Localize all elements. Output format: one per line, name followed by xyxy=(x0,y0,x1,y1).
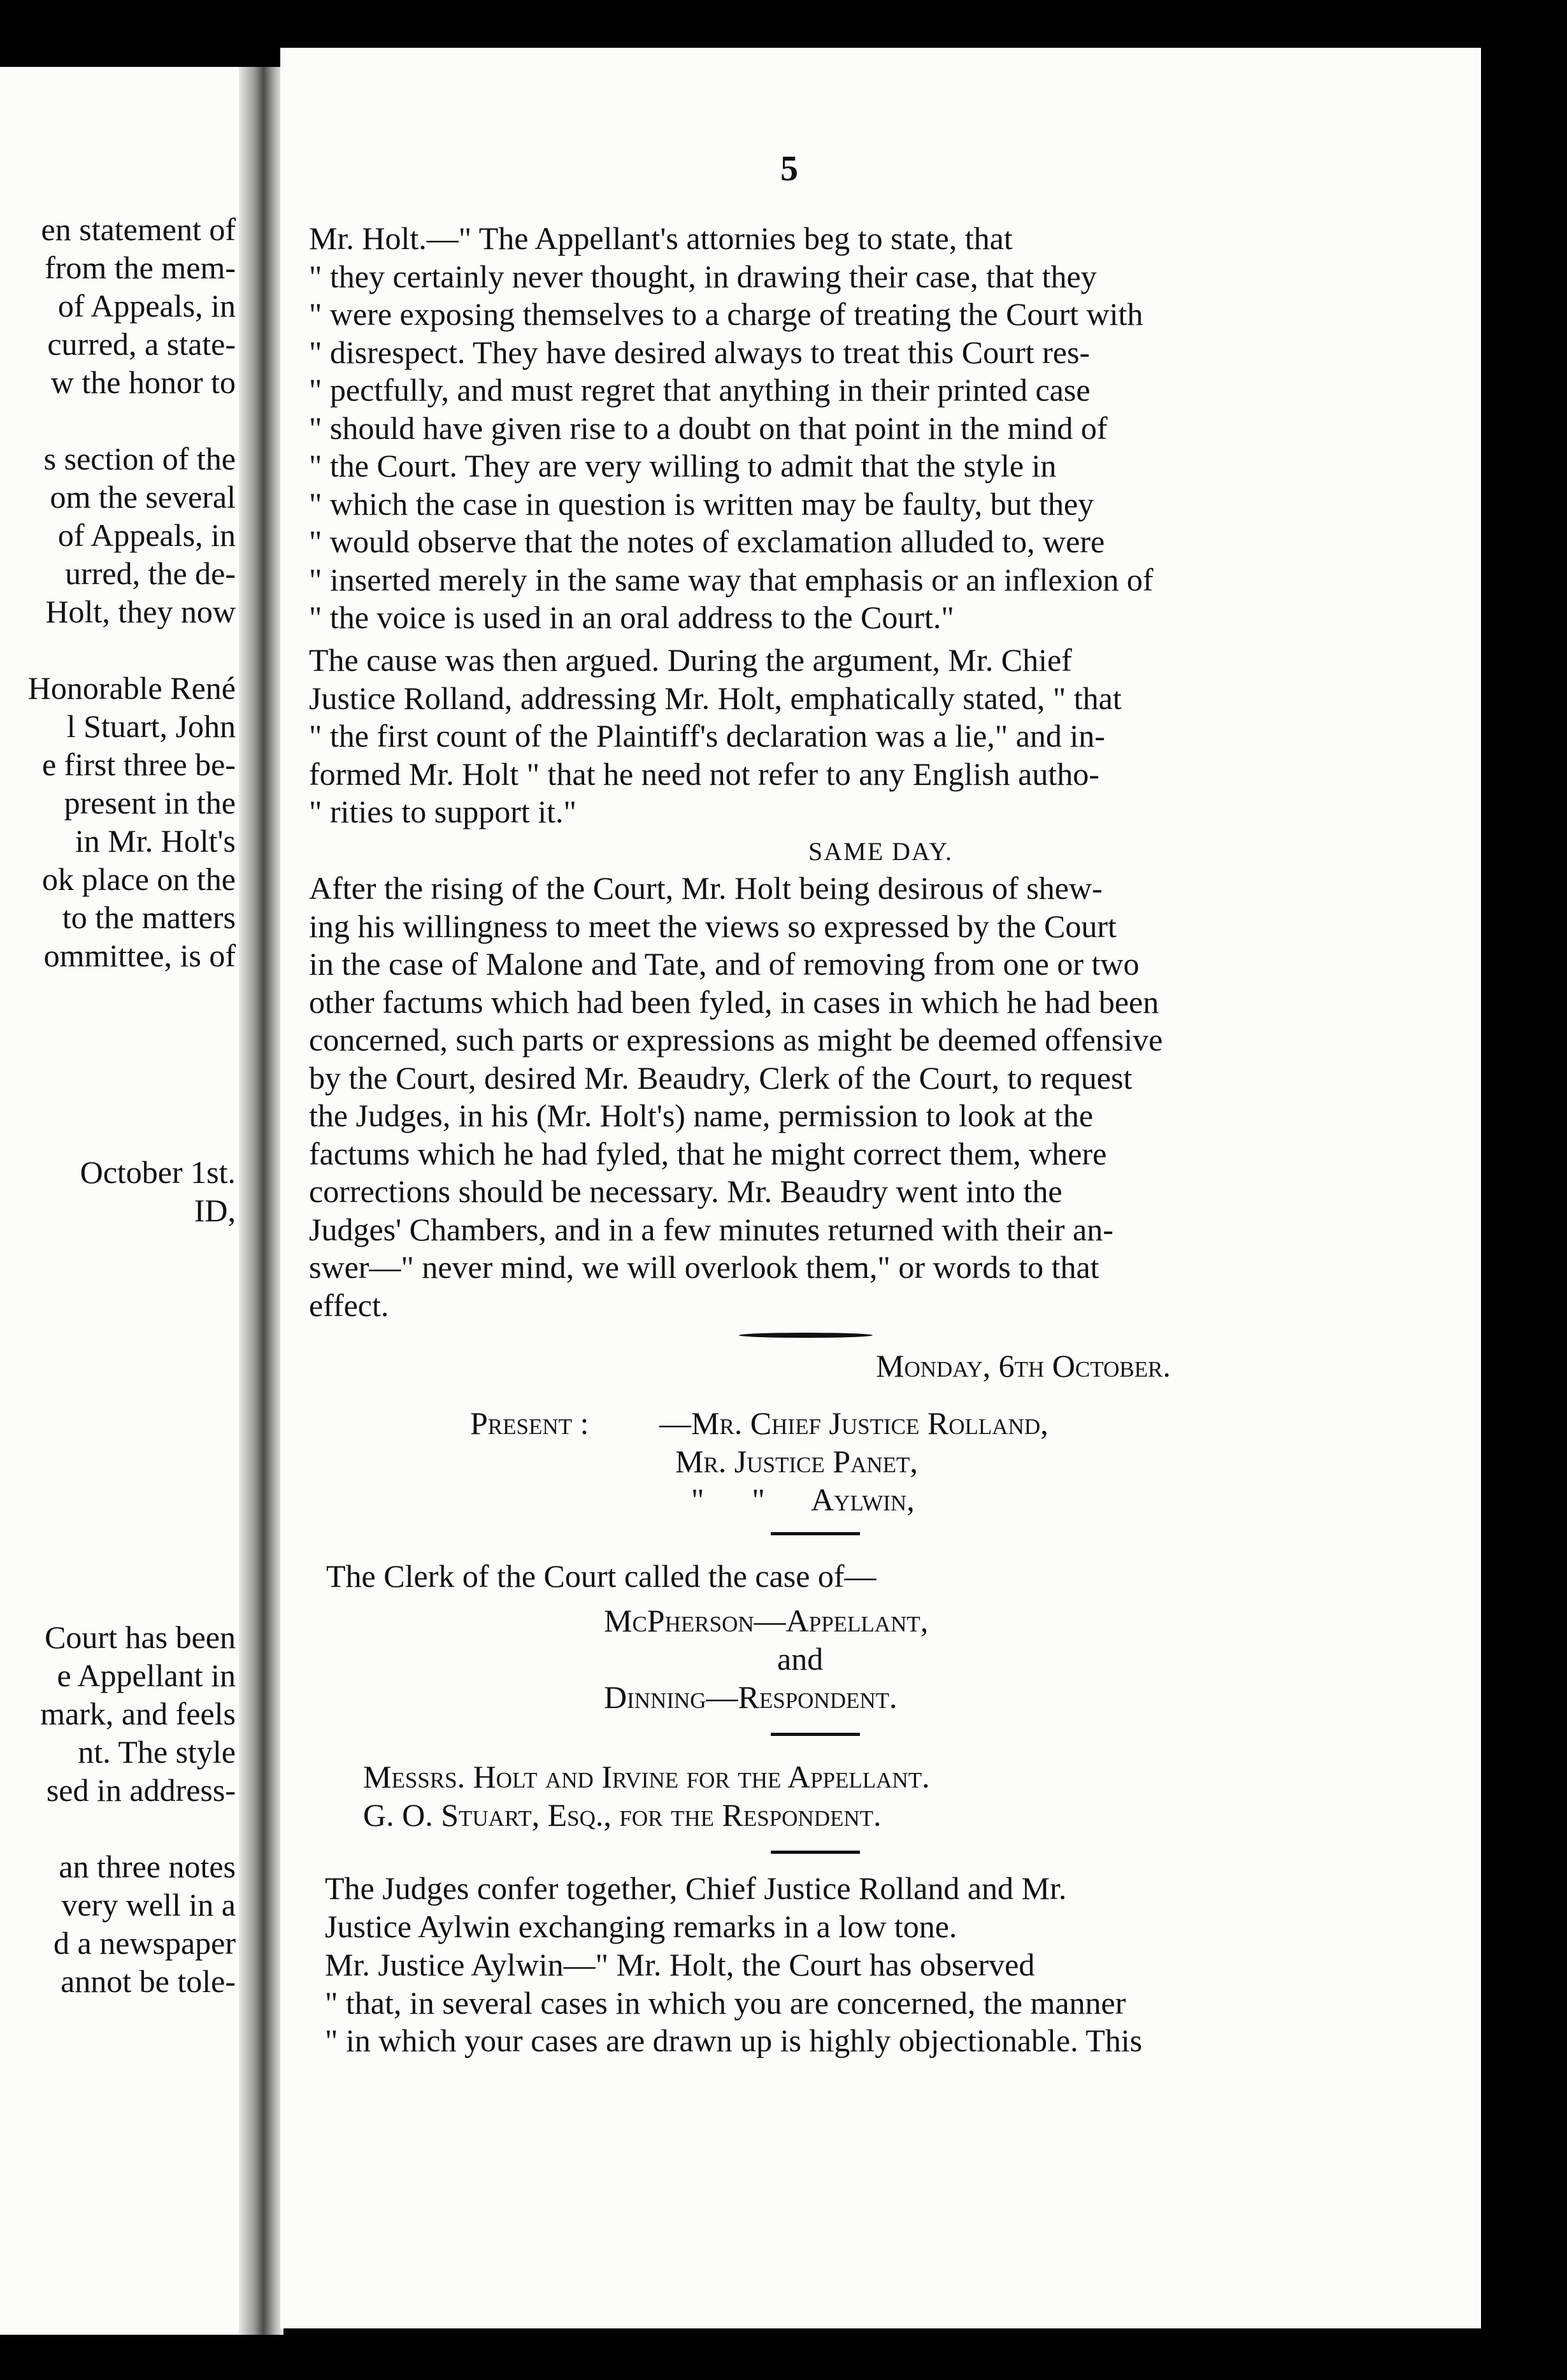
text-line: ing his willingness to meet the views so expressed by the Court xyxy=(309,908,1117,944)
left-page-line: l Stuart, John xyxy=(66,708,236,744)
left-page-line: Holt, they now xyxy=(45,594,236,629)
text-line: swer—" never mind, we will overlook them," or words to that xyxy=(309,1249,1099,1285)
left-page-line: an three notes xyxy=(59,1849,236,1884)
left-page-line: sed in address- xyxy=(46,1772,236,1808)
ornamental-divider xyxy=(739,1333,873,1338)
text-line: " they certainly never thought, in drawing their case, that they xyxy=(309,258,1097,294)
text-line: Mr. Justice Aylwin—" Mr. Holt, the Court has observed xyxy=(325,1947,1035,1982)
text-line: The cause was then argued. During the argument, Mr. Chief xyxy=(309,642,1072,678)
text-line: " were exposing themselves to a charge of treating the Court with xyxy=(309,296,1143,332)
text-line: the Judges, in his (Mr. Holt's) name, permission to look at the xyxy=(309,1098,1094,1133)
text-line: factums which he had fyled, that he might correct them, where xyxy=(309,1135,1107,1172)
left-page-line: s section of the xyxy=(43,441,236,477)
present-judge-1: —Mr. Chief Justice Rolland, xyxy=(659,1405,1048,1441)
counsel-appellant: Messrs. Holt and Irvine for the Appellant. xyxy=(363,1759,930,1795)
paragraph-judges-confer xyxy=(325,1870,1344,1946)
text-line: " the Court. They are very willing to admit that the style in xyxy=(309,448,1057,484)
text-line: formed Mr. Holt " that he need not refer to any English autho- xyxy=(309,756,1099,792)
left-page-line: to the matters xyxy=(62,900,236,935)
case-and: and xyxy=(777,1641,824,1677)
left-page-line: ok place on the xyxy=(41,861,236,897)
text-line: concerned, such parts or expressions as might be deemed offensive xyxy=(309,1022,1163,1057)
text-line: other factums which had been fyled, in cases in which he had been xyxy=(309,984,1159,1020)
text-line: " would observe that the notes of exclamation alluded to, were xyxy=(309,524,1105,559)
same-day-heading: SAME DAY. xyxy=(808,837,953,866)
page-number: 5 xyxy=(780,149,798,189)
text-line: After the rising of the Court, Mr. Holt being desirous of shew- xyxy=(309,870,1103,906)
text-line: " the first count of the Plaintiff's declaration was a lie," and in- xyxy=(309,718,1105,754)
case-respondent: Dinning—Respondent. xyxy=(604,1679,898,1715)
left-page-line: of Appeals, in xyxy=(57,517,236,553)
text-line: in the case of Malone and Tate, and of removing from one or two xyxy=(309,946,1140,982)
left-page-line: from the mem- xyxy=(45,250,236,285)
left-page-line: ID, xyxy=(194,1193,236,1228)
text-line: Justice Aylwin exchanging remarks in a low tone. xyxy=(325,1908,957,1944)
text-line: Justice Rolland, addressing Mr. Holt, emphatically stated, " that xyxy=(309,680,1122,716)
left-page-line: d a newspaper xyxy=(54,1925,236,1961)
text-line: by the Court, desired Mr. Beaudry, Clerk of the Court, to request xyxy=(309,1059,1133,1096)
text-line: " rities to support it." xyxy=(309,794,576,829)
left-page-line: Court has been xyxy=(45,1619,236,1655)
left-page-line: curred, a state- xyxy=(47,326,236,362)
left-page-line: urred, the de- xyxy=(65,556,236,591)
left-page-line: October 1st. xyxy=(80,1154,236,1190)
text-line: Mr. Holt.—" The Appellant's attornies beg to state, that xyxy=(309,220,1013,256)
text-line: " the voice is used in an oral address to the Court." xyxy=(309,599,954,635)
present-judge-2: Mr. Justice Panet, xyxy=(675,1444,918,1479)
left-page-line: of Appeals, in xyxy=(57,288,236,324)
left-page-line: in Mr. Holt's xyxy=(75,823,236,859)
book-gutter xyxy=(239,67,283,2335)
present-label: Present : xyxy=(470,1405,589,1441)
left-page-line: en statement of xyxy=(41,211,236,247)
case-appellant: McPherson—Appellant, xyxy=(604,1603,929,1638)
left-page-line: ommittee, is of xyxy=(43,938,236,973)
left-page-line: Honorable René xyxy=(27,670,236,706)
text-line: corrections should be necessary. Mr. Beaudry went into the xyxy=(309,1173,1063,1209)
left-page-line: nt. The style xyxy=(78,1734,236,1770)
paragraph-holt-statement xyxy=(309,220,1344,637)
paragraph-justice-aylwin xyxy=(325,1946,1344,2060)
text-line: " that, in several cases in which you are concerned, the manner xyxy=(325,1984,1126,2021)
left-page-line: present in the xyxy=(64,785,236,821)
date-heading: Monday, 6th October. xyxy=(876,1348,1171,1384)
text-line: effect. xyxy=(309,1287,389,1323)
text-line: " disrespect. They have desired always to treat this Court res- xyxy=(309,334,1091,370)
paragraph-after-rising xyxy=(309,870,1344,1324)
divider-rule xyxy=(771,1532,860,1535)
left-page-line: mark, and feels xyxy=(40,1696,236,1731)
divider-rule xyxy=(771,1733,860,1736)
left-page-line: very well in a xyxy=(61,1887,236,1923)
left-page-line: e Appellant in xyxy=(57,1658,236,1693)
left-page-line: annot be tole- xyxy=(61,1963,236,1999)
counsel-respondent: G. O. Stuart, Esq., for the Respondent. xyxy=(363,1797,882,1833)
text-line: " inserted merely in the same way that emphasis or an inflexion of xyxy=(309,561,1154,598)
text-line: " which the case in question is written may be faulty, but they xyxy=(309,485,1094,522)
text-line: Judges' Chambers, and in a few minutes returned with their an- xyxy=(309,1211,1113,1247)
paragraph-cause-argued xyxy=(309,642,1344,831)
right-page xyxy=(280,48,1481,2328)
text-line: " should have given rise to a doubt on that point in the mind of xyxy=(309,410,1108,446)
left-page-fragment xyxy=(0,67,255,2335)
text-line: The Judges confer together, Chief Justice Rolland and Mr. xyxy=(325,1870,1067,1906)
text-line: " in which your cases are drawn up is highly objectionable. This xyxy=(325,2023,1143,2058)
left-page-line: om the several xyxy=(50,479,236,515)
left-page-line: e first three be- xyxy=(41,747,236,782)
divider-rule xyxy=(771,1851,860,1854)
present-judge-3: " " Aylwin, xyxy=(691,1482,915,1517)
clerk-called: The Clerk of the Court called the case of— xyxy=(326,1558,877,1594)
left-page-line: w the honor to xyxy=(50,364,236,400)
text-line: " pectfully, and must regret that anything in their printed case xyxy=(309,372,1091,408)
